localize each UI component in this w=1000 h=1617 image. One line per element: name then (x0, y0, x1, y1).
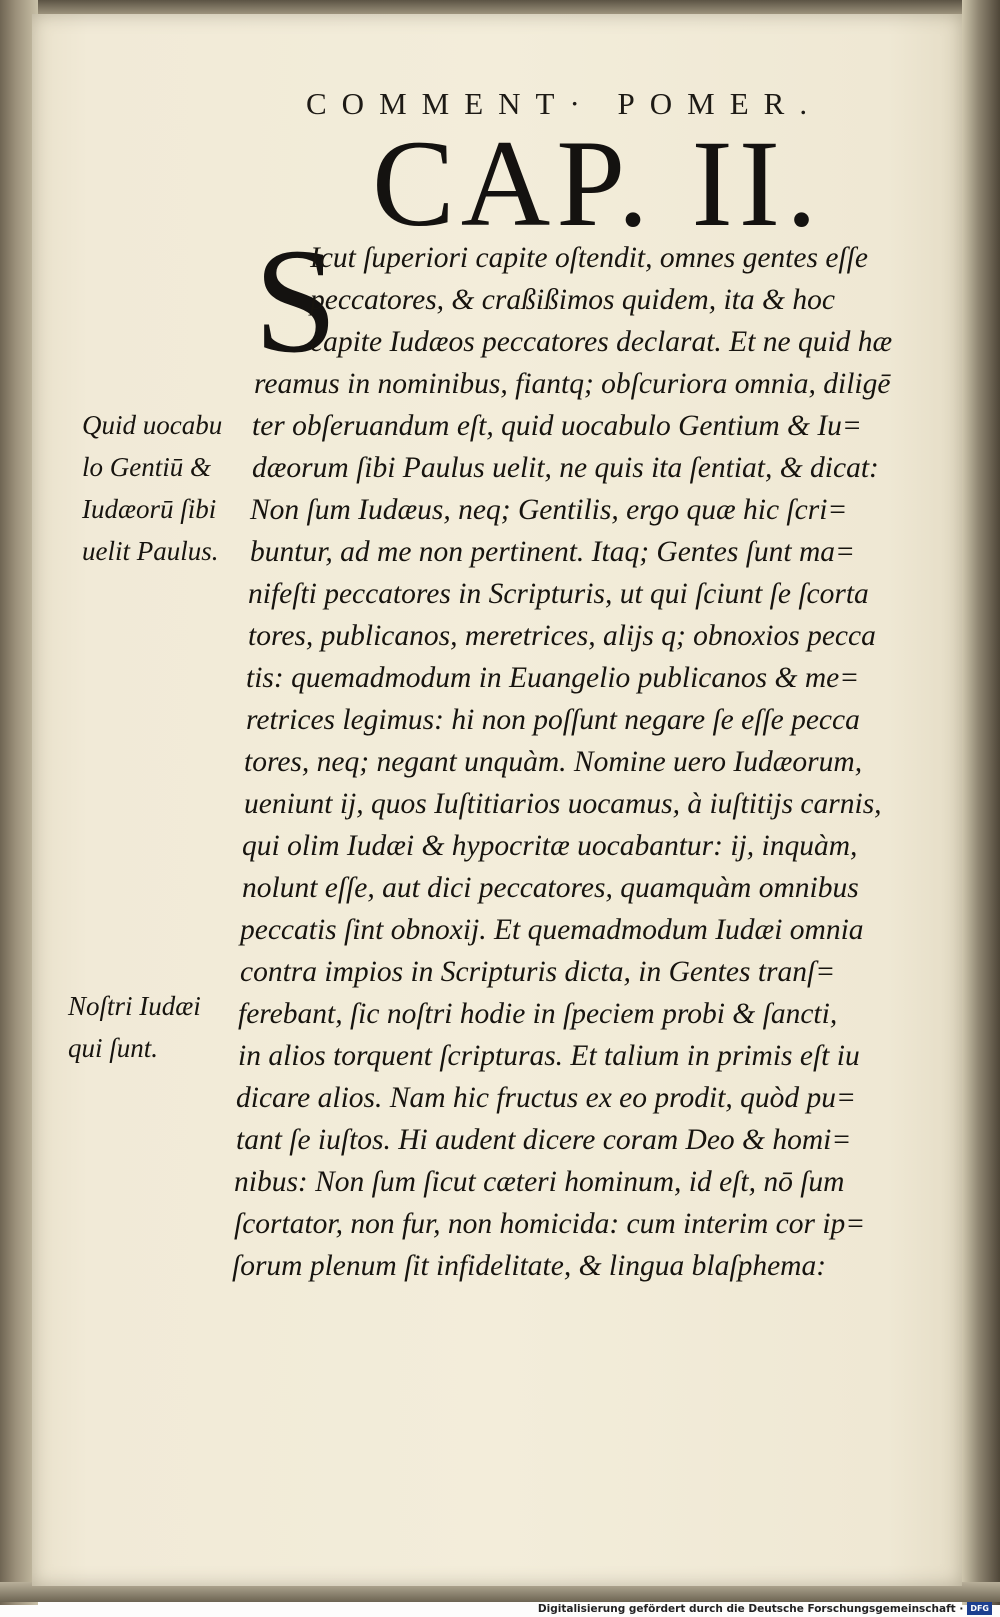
marginal-note-line: Iudæorū ſibi (82, 494, 217, 524)
marginal-note (82, 404, 222, 572)
text-line: reamus in nominibus, fiantq; obſcuriora omnia, diligē (254, 368, 891, 400)
text-line: Icut ſuperiori capite oſtendit, omnes gentes eſſe (310, 242, 868, 274)
book-edge-right (962, 0, 1000, 1605)
text-line: Non ſum Iudæus, neq; Gentilis, ergo quæ hic ſcri= (250, 494, 848, 526)
text-line: nolunt eſſe, aut dici peccatores, quamquàm omnibus (242, 872, 859, 904)
text-line: ferebant, ſic noſtri hodie in ſpeciem probi & ſancti, (238, 998, 838, 1030)
text-line: in alios torquent ſcripturas. Et talium in primis eſt iu (238, 1040, 860, 1072)
drop-cap-initial: S (254, 218, 338, 384)
text-line: peccatores, & craßißimos quidem, ita & hoc (310, 284, 835, 316)
chapter-title: CAP. II. (372, 115, 824, 252)
text-line: ſorum plenum ſit infidelitate, & lingua blaſphema: (232, 1250, 827, 1282)
text-line: ter obſeruandum eſt, quid uocabulo Gentium & Iu= (252, 410, 862, 442)
text-line: capite Iudæos peccatores declarat. Et ne quid hæ (310, 326, 893, 358)
marginal-note-line: lo Gentiū & (82, 452, 211, 482)
text-line: contra impios in Scripturis dicta, in Gentes tranſ= (240, 956, 836, 988)
running-head: COMMENT· POMER. (306, 86, 823, 121)
digitization-credit (538, 1600, 992, 1617)
marginal-note-line: uelit Paulus. (82, 536, 219, 566)
text-line: tis: quemadmodum in Euangelio publicanos & me= (246, 662, 860, 694)
text-line: tant ſe iuſtos. Hi audent dicere coram Deo & homi= (236, 1124, 852, 1156)
text-line: qui olim Iudæi & hypocritæ uocabantur: ij, inquàm, (242, 830, 858, 862)
text-line: retrices legimus: hi non poſſunt negare ſe eſſe pecca (246, 704, 860, 736)
text-line: ſcortator, non fur, non homicida: cum interim cor ip= (234, 1208, 866, 1240)
marginal-note (68, 985, 201, 1069)
text-line: tores, publicanos, meretrices, alijs q; obnoxios pecca (248, 620, 876, 652)
text-line: tores, neq; negant unquàm. Nomine uero Iudæorum, (244, 746, 863, 778)
marginal-note-line: qui ſunt. (68, 1033, 159, 1063)
marginal-note-line: Noſtri Iudæi (68, 991, 201, 1021)
text-line: nifeſti peccatores in Scripturis, ut qui ſciunt ſe ſcorta (248, 578, 869, 610)
text-line: dicare alios. Nam hic fructus ex eo prodit, quòd pu= (236, 1082, 856, 1114)
text-line: ueniunt ij, quos Iuſtitiarios uocamus, à iuſtitijs carnis, (244, 788, 882, 820)
digitization-credit-text: Digitalisierung gefördert durch die Deutsche Forschungsgemeinschaft · (537, 1602, 964, 1615)
text-line: nibus: Non ſum ſicut cæteri hominum, id eſt, nō ſum (234, 1166, 845, 1198)
text-line: dæorum ſibi Paulus uelit, ne quis ita ſentiat, & dicat: (252, 452, 879, 484)
text-line: peccatis ſint obnoxij. Et quemadmodum Iudæi omnia (240, 914, 864, 946)
dfg-logo-icon: DFG (967, 1602, 992, 1615)
text-line: buntur, ad me non pertinent. Itaq; Gentes ſunt ma= (250, 536, 855, 568)
marginal-note-line: Quid uocabu (82, 410, 223, 440)
